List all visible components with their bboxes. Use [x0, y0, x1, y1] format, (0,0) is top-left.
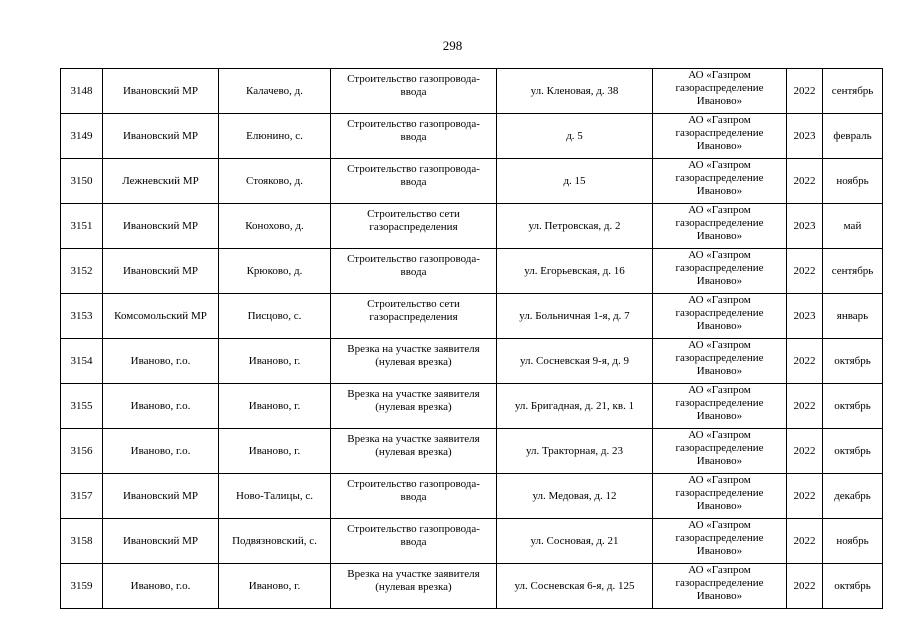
organization-cell: [653, 159, 787, 204]
organization-cell-line: газораспределение: [675, 577, 764, 589]
organization-cell: [653, 249, 787, 294]
table-row: [61, 339, 883, 384]
row-number-cell: 3148: [61, 69, 103, 114]
locality-cell: Конохово, д.: [219, 204, 331, 249]
district-cell: Иваново, г.о.: [103, 429, 219, 474]
address-cell: д. 5: [497, 114, 653, 159]
organization-cell-line: Иваново»: [696, 545, 743, 557]
organization-cell-line: газораспределение: [675, 532, 764, 544]
work-type-cell: [331, 474, 497, 519]
row-number-cell: 3157: [61, 474, 103, 519]
month-cell: сентябрь: [823, 249, 883, 294]
address-cell: ул. Кленовая, д. 38: [497, 69, 653, 114]
work-type-cell-line: (нулевая врезка): [375, 581, 452, 593]
organization-cell: [653, 114, 787, 159]
row-number-cell: 3151: [61, 204, 103, 249]
month-cell: январь: [823, 294, 883, 339]
organization-cell-line: Иваново»: [696, 365, 743, 377]
organization-cell-line: АО «Газпром: [688, 384, 751, 396]
month-cell: октябрь: [823, 564, 883, 609]
work-type-cell-line: Строительство газопровода-: [347, 118, 480, 130]
work-type-cell: [331, 564, 497, 609]
locality-cell: Писцово, с.: [219, 294, 331, 339]
month-cell: октябрь: [823, 429, 883, 474]
district-cell: Ивановский МР: [103, 69, 219, 114]
organization-cell: [653, 519, 787, 564]
organization-cell-line: АО «Газпром: [688, 159, 751, 171]
organization-cell-line: Иваново»: [696, 185, 743, 197]
organization-cell-line: газораспределение: [675, 397, 764, 409]
address-cell: д. 15: [497, 159, 653, 204]
table-row: [61, 204, 883, 249]
table-row: [61, 474, 883, 519]
organization-cell-line: газораспределение: [675, 487, 764, 499]
work-type-cell-line: (нулевая врезка): [375, 401, 452, 413]
work-type-cell-line: ввода: [400, 131, 427, 143]
locality-cell: Иваново, г.: [219, 384, 331, 429]
organization-cell-line: АО «Газпром: [688, 564, 751, 576]
table-row: [61, 69, 883, 114]
organization-cell-line: газораспределение: [675, 217, 764, 229]
year-cell: 2022: [787, 249, 823, 294]
table-row: [61, 384, 883, 429]
organization-cell-line: Иваново»: [696, 410, 743, 422]
work-type-cell-line: ввода: [400, 176, 427, 188]
year-cell: 2022: [787, 159, 823, 204]
organization-cell: [653, 339, 787, 384]
locality-cell: Иваново, г.: [219, 564, 331, 609]
row-number-cell: 3150: [61, 159, 103, 204]
work-type-cell-line: ввода: [400, 86, 427, 98]
work-type-cell-line: Врезка на участке заявителя: [347, 343, 480, 355]
work-type-cell-line: Врезка на участке заявителя: [347, 433, 480, 445]
work-type-cell-line: Строительство газопровода-: [347, 73, 480, 85]
address-cell: ул. Егорьевская, д. 16: [497, 249, 653, 294]
work-type-cell: [331, 384, 497, 429]
gas-connection-table: [60, 68, 883, 609]
work-type-cell-line: ввода: [400, 491, 427, 503]
organization-cell: [653, 204, 787, 249]
year-cell: 2022: [787, 429, 823, 474]
locality-cell: Крюково, д.: [219, 249, 331, 294]
organization-cell: [653, 429, 787, 474]
work-type-cell-line: Строительство сети: [367, 208, 460, 220]
month-cell: ноябрь: [823, 159, 883, 204]
organization-cell-line: АО «Газпром: [688, 474, 751, 486]
address-cell: ул. Сосневская 6-я, д. 125: [497, 564, 653, 609]
row-number-cell: 3152: [61, 249, 103, 294]
work-type-cell: [331, 249, 497, 294]
organization-cell-line: Иваново»: [696, 455, 743, 467]
work-type-cell: [331, 69, 497, 114]
row-number-cell: 3149: [61, 114, 103, 159]
work-type-cell: [331, 519, 497, 564]
organization-cell: [653, 474, 787, 519]
work-type-cell-line: Врезка на участке заявителя: [347, 568, 480, 580]
organization-cell-line: газораспределение: [675, 127, 764, 139]
organization-cell-line: газораспределение: [675, 262, 764, 274]
organization-cell-line: АО «Газпром: [688, 294, 751, 306]
work-type-cell-line: газораспределения: [369, 221, 458, 233]
work-type-cell: [331, 429, 497, 474]
organization-cell-line: газораспределение: [675, 352, 764, 364]
work-type-cell-line: Строительство газопровода-: [347, 163, 480, 175]
organization-cell-line: Иваново»: [696, 320, 743, 332]
work-type-cell-line: Строительство газопровода-: [347, 523, 480, 535]
year-cell: 2022: [787, 69, 823, 114]
work-type-cell-line: Строительство газопровода-: [347, 478, 480, 490]
district-cell: Иваново, г.о.: [103, 384, 219, 429]
organization-cell-line: Иваново»: [696, 500, 743, 512]
district-cell: Ивановский МР: [103, 474, 219, 519]
organization-cell: [653, 294, 787, 339]
work-type-cell-line: Строительство газопровода-: [347, 253, 480, 265]
organization-cell: [653, 69, 787, 114]
year-cell: 2023: [787, 294, 823, 339]
work-type-cell: [331, 294, 497, 339]
work-type-cell-line: (нулевая врезка): [375, 356, 452, 368]
year-cell: 2022: [787, 339, 823, 384]
locality-cell: Ново-Талицы, с.: [219, 474, 331, 519]
row-number-cell: 3156: [61, 429, 103, 474]
month-cell: октябрь: [823, 339, 883, 384]
table-row: [61, 294, 883, 339]
work-type-cell: [331, 204, 497, 249]
table-row: [61, 564, 883, 609]
organization-cell-line: АО «Газпром: [688, 519, 751, 531]
table-row: [61, 429, 883, 474]
organization-cell-line: Иваново»: [696, 230, 743, 242]
organization-cell-line: газораспределение: [675, 82, 764, 94]
address-cell: ул. Сосневская 9-я, д. 9: [497, 339, 653, 384]
page-number: 298: [442, 38, 463, 53]
month-cell: сентябрь: [823, 69, 883, 114]
month-cell: декабрь: [823, 474, 883, 519]
locality-cell: Елюнино, с.: [219, 114, 331, 159]
year-cell: 2022: [787, 474, 823, 519]
table-row: [61, 519, 883, 564]
district-cell: Ивановский МР: [103, 204, 219, 249]
locality-cell: Иваново, г.: [219, 339, 331, 384]
organization-cell-line: АО «Газпром: [688, 114, 751, 126]
address-cell: ул. Петровская, д. 2: [497, 204, 653, 249]
month-cell: октябрь: [823, 384, 883, 429]
district-cell: Иваново, г.о.: [103, 339, 219, 384]
work-type-cell-line: Строительство сети: [367, 298, 460, 310]
locality-cell: Подвязновский, с.: [219, 519, 331, 564]
organization-cell-line: Иваново»: [696, 95, 743, 107]
month-cell: ноябрь: [823, 519, 883, 564]
district-cell: Комсомольский МР: [103, 294, 219, 339]
organization-cell-line: АО «Газпром: [688, 204, 751, 216]
organization-cell-line: газораспределение: [675, 442, 764, 454]
year-cell: 2023: [787, 114, 823, 159]
row-number-cell: 3154: [61, 339, 103, 384]
table-row: [61, 249, 883, 294]
district-cell: Иваново, г.о.: [103, 564, 219, 609]
month-cell: май: [823, 204, 883, 249]
address-cell: ул. Больничная 1-я, д. 7: [497, 294, 653, 339]
table-body: [61, 69, 883, 609]
organization-cell-line: газораспределение: [675, 307, 764, 319]
work-type-cell: [331, 339, 497, 384]
year-cell: 2023: [787, 204, 823, 249]
organization-cell-line: газораспределение: [675, 172, 764, 184]
organization-cell-line: Иваново»: [696, 140, 743, 152]
organization-cell-line: АО «Газпром: [688, 339, 751, 351]
locality-cell: Иваново, г.: [219, 429, 331, 474]
work-type-cell: [331, 159, 497, 204]
work-type-cell-line: ввода: [400, 536, 427, 548]
organization-cell: [653, 384, 787, 429]
table-row: [61, 114, 883, 159]
locality-cell: Стояково, д.: [219, 159, 331, 204]
work-type-cell: [331, 114, 497, 159]
table-row: [61, 159, 883, 204]
organization-cell-line: АО «Газпром: [688, 69, 751, 81]
address-cell: ул. Бригадная, д. 21, кв. 1: [497, 384, 653, 429]
district-cell: Лежневский МР: [103, 159, 219, 204]
district-cell: Ивановский МР: [103, 114, 219, 159]
district-cell: Ивановский МР: [103, 249, 219, 294]
month-cell: февраль: [823, 114, 883, 159]
address-cell: ул. Сосновая, д. 21: [497, 519, 653, 564]
year-cell: 2022: [787, 519, 823, 564]
row-number-cell: 3153: [61, 294, 103, 339]
organization-cell: [653, 564, 787, 609]
work-type-cell-line: (нулевая врезка): [375, 446, 452, 458]
organization-cell-line: Иваново»: [696, 275, 743, 287]
organization-cell-line: АО «Газпром: [688, 429, 751, 441]
row-number-cell: 3158: [61, 519, 103, 564]
address-cell: ул. Медовая, д. 12: [497, 474, 653, 519]
work-type-cell-line: газораспределения: [369, 311, 458, 323]
organization-cell-line: АО «Газпром: [688, 249, 751, 261]
row-number-cell: 3159: [61, 564, 103, 609]
year-cell: 2022: [787, 384, 823, 429]
work-type-cell-line: Врезка на участке заявителя: [347, 388, 480, 400]
row-number-cell: 3155: [61, 384, 103, 429]
locality-cell: Калачево, д.: [219, 69, 331, 114]
organization-cell-line: Иваново»: [696, 590, 743, 602]
work-type-cell-line: ввода: [400, 266, 427, 278]
address-cell: ул. Тракторная, д. 23: [497, 429, 653, 474]
year-cell: 2022: [787, 564, 823, 609]
district-cell: Ивановский МР: [103, 519, 219, 564]
